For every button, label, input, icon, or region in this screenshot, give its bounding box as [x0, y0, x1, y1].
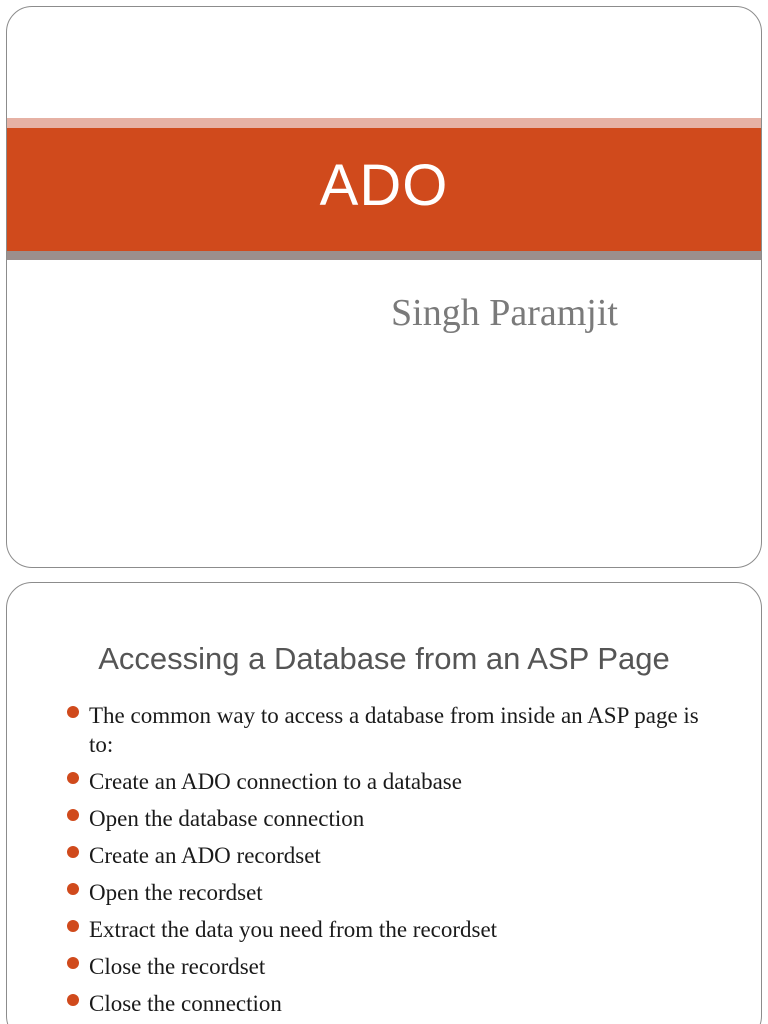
slide-title: ADO: [319, 153, 449, 218]
bullet-item: [65, 915, 725, 944]
bullet-text: Close the recordset: [89, 954, 266, 979]
bullet-item: [65, 878, 725, 907]
slide-subtitle: Singh Paramjit: [391, 292, 618, 334]
bullet-dot-icon: [67, 846, 79, 858]
bullet-item: [65, 767, 725, 796]
title-band-top-stripe: [7, 118, 761, 128]
bullet-text: Create an ADO connection to a database: [89, 769, 462, 794]
content-slide: [6, 582, 762, 1024]
bullet-dot-icon: [67, 883, 79, 895]
bullet-text: Close the connection: [89, 991, 282, 1016]
title-slide: [6, 6, 762, 568]
title-band: [7, 128, 761, 251]
bullet-item: [65, 989, 725, 1018]
bullet-dot-icon: [67, 994, 79, 1006]
bullet-dot-icon: [67, 809, 79, 821]
bullet-text: Open the recordset: [89, 880, 263, 905]
bullet-dot-icon: [67, 957, 79, 969]
bullet-dot-icon: [67, 706, 79, 718]
bullet-text: Open the database connection: [89, 806, 365, 831]
title-band-bottom-stripe: [7, 251, 761, 260]
bullet-text: Extract the data you need from the recordset: [89, 917, 498, 942]
bullet-item: [65, 804, 725, 833]
bullet-dot-icon: [67, 920, 79, 932]
bullet-item: [65, 701, 725, 759]
bullet-item: [65, 952, 725, 981]
bullet-item: [65, 841, 725, 870]
bullet-text: Create an ADO recordset: [89, 843, 321, 868]
bullet-text: The common way to access a database from inside an ASP page is to:: [89, 703, 699, 757]
bullet-dot-icon: [67, 772, 79, 784]
content-slide-title: Accessing a Database from an ASP Page: [98, 641, 670, 676]
bullet-list: [65, 701, 725, 1024]
